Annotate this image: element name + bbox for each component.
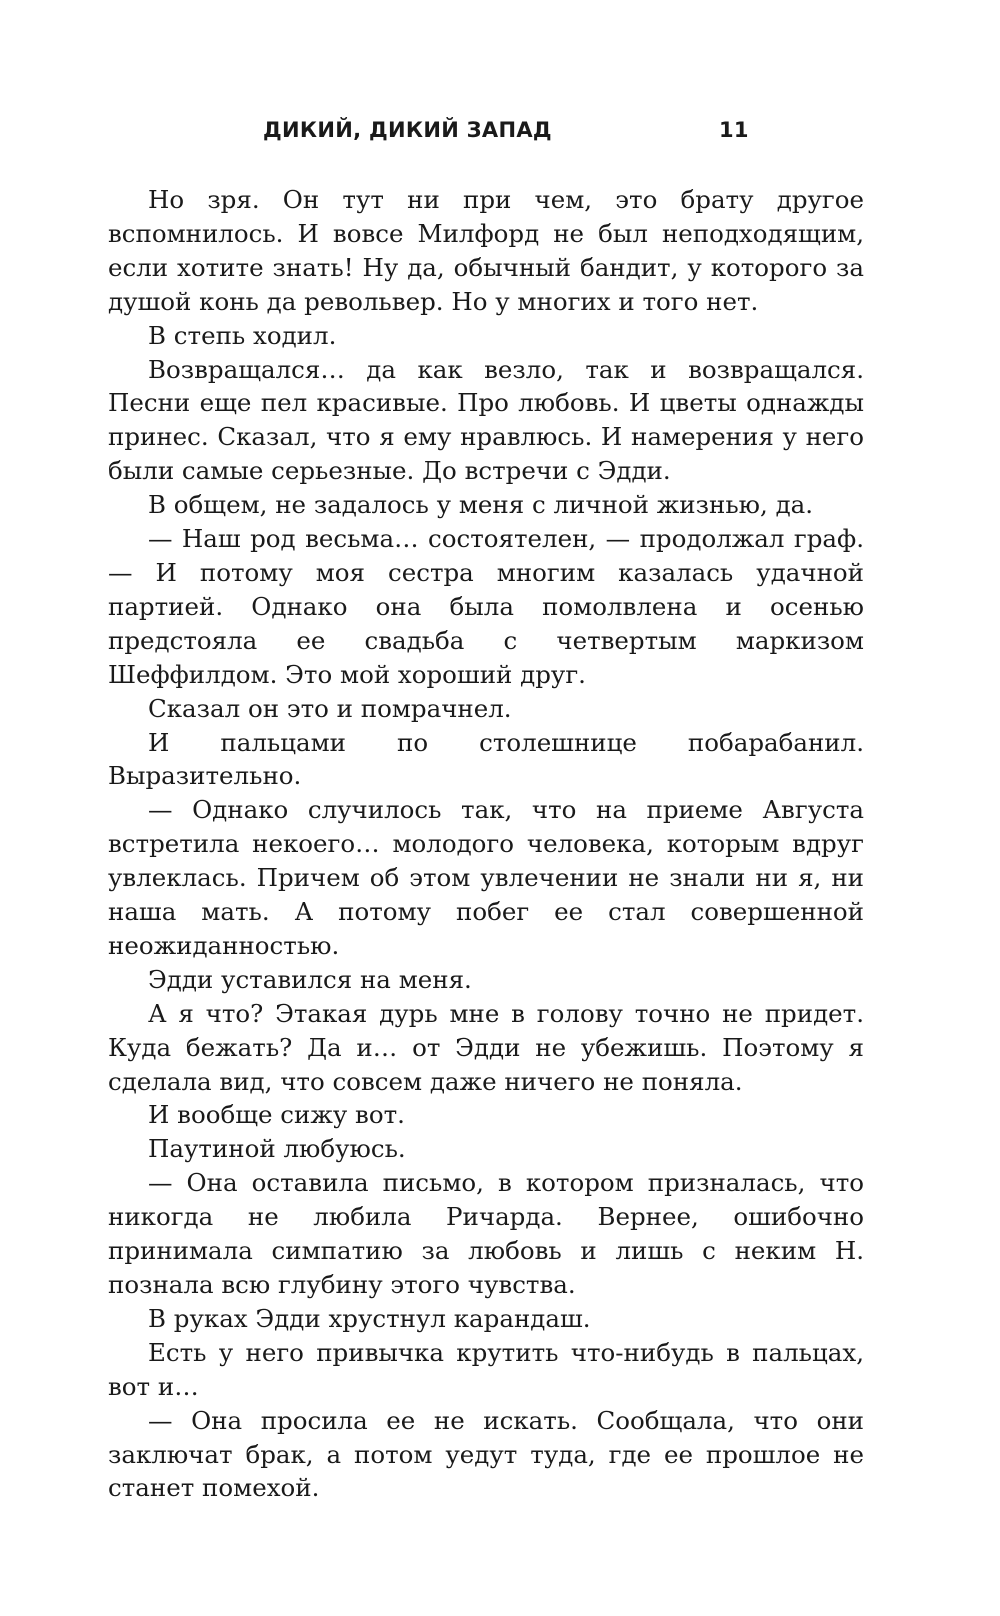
page-header	[0, 118, 1000, 150]
paragraph: — Однако случилось так, что на приеме Августа встретила некоего… молодого человека, которым вдруг увлеклась. Причем об этом увлечении не знали ни я, ни наша мать. А потому побег ее стал совершенной неожиданностью.	[108, 795, 864, 960]
paragraph: — Она оставила письмо, в котором призналась, что никогда не любила Ричарда. Вернее, ошибочно принимала симпатию за любовь и лишь с неким Н. познала всю глубину этого чувства.	[108, 1168, 864, 1299]
paragraph: И вообще сижу вот.	[148, 1100, 405, 1130]
paragraph: В общем, не задалось у меня с личной жизнью, да.	[148, 490, 814, 520]
paragraph: Сказал он это и помрачнел.	[148, 693, 512, 723]
paragraph: Есть у него привычка крутить что-нибудь в пальцах, вот и…	[108, 1337, 864, 1401]
running-title: ДИКИЙ, ДИКИЙ ЗАПАД	[263, 118, 552, 142]
paragraph: Паутиной любуюсь.	[148, 1134, 406, 1164]
page-number: 11	[719, 118, 749, 142]
paragraph: Но зря. Он тут ни при чем, это брату другое вспомнилось. И вовсе Милфорд не был неподходящим, если хотите знать! Ну да, обычный бандит, у которого за душой конь да револьвер. Но у многих и того нет.	[108, 185, 864, 316]
paragraph: И пальцами по столешнице побарабанил. Выразительно.	[108, 727, 864, 791]
paragraph: В руках Эдди хрустнул карандаш.	[148, 1303, 591, 1333]
paragraph: Возвращался… да как везло, так и возвращался. Песни еще пел красивые. Про любовь. И цветы однажды принес. Сказал, что я ему нравлюсь. И намерения у него были самые серьезные. До встречи с Эдди.	[108, 354, 864, 486]
body-text	[108, 183, 864, 1505]
paragraph: А я что? Этакая дурь мне в голову точно не придет. Куда бежать? Да и… от Эдди не убежишь. Поэтому я сделала вид, что совсем даже ничего не поняла.	[108, 998, 864, 1096]
paragraph: В степь ходил.	[148, 320, 337, 350]
paragraph: — Наш род весьма… состоятелен, — продолжал граф. — И потому моя сестра многим казалась удачной партией. Однако она была помолвлена и осенью предстояла ее свадьба с четвертым маркизом Шеффилдом. Это мой хороший друг.	[108, 524, 864, 689]
paragraph: — Она просила ее не искать. Сообщала, что они заключат брак, а потом уедут туда, где ее прошлое не станет помехой.	[108, 1405, 864, 1503]
paragraph: Эдди уставился на меня.	[148, 964, 472, 994]
